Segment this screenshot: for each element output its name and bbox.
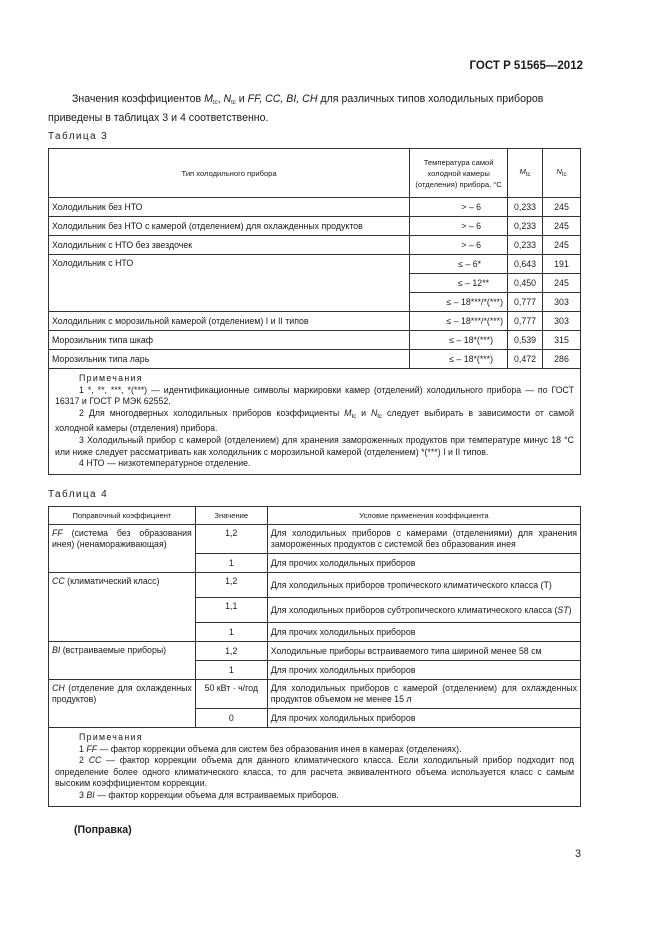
table3-cell-n: 245 bbox=[543, 274, 581, 293]
table-row bbox=[49, 525, 581, 554]
table3-cell-n: 245 bbox=[543, 236, 581, 255]
table4-header-coef: Поправочный коэффициент bbox=[49, 507, 196, 525]
table3-header-n: $N_{tc}$ bbox=[543, 149, 581, 198]
table3-cell-type: Холодильник без НТО bbox=[49, 198, 410, 217]
table3-cell-m: 0,539 bbox=[508, 331, 543, 350]
table3-cell-type: Холодильник без НТО с камерой (отделением) для охлажденных продуктов bbox=[49, 217, 410, 236]
table3-cell-type: Холодильник с морозильной камерой (отделением) I и II типов bbox=[49, 312, 410, 331]
table4-cell-value: 1,2 bbox=[195, 573, 267, 598]
table-row bbox=[49, 642, 581, 661]
table4-cell-coef: BI (встраиваемые приборы) bbox=[49, 642, 196, 680]
table-row bbox=[49, 680, 581, 709]
table3-cell-n: 303 bbox=[543, 293, 581, 312]
table3-cell-temp: > – 6 bbox=[410, 236, 508, 255]
table3-notes bbox=[49, 369, 581, 475]
table3-header-m: $M_{tc}$ bbox=[508, 149, 543, 198]
table4-cell-cond: Холодильные приборы встраиваемого типа шириной менее 58 см bbox=[267, 642, 580, 661]
table4-cell-coef: CC (климатический класс) bbox=[49, 573, 196, 642]
table3-note-4: 4 НТО — низкотемпературное отделение. bbox=[79, 458, 251, 469]
table4-cell-cond: Для прочих холодильных приборов bbox=[267, 623, 580, 642]
table3-cell-type: Холодильник с НТО bbox=[49, 255, 410, 312]
table3-cell-type: Морозильник типа шкаф bbox=[49, 331, 410, 350]
table3-cell-n: 191 bbox=[543, 255, 581, 274]
table3-cell-temp: ≤ – 18*(***) bbox=[410, 350, 508, 369]
standard-header: ГОСТ Р 51565—2012 bbox=[469, 60, 583, 72]
table3-cell-n: 245 bbox=[543, 217, 581, 236]
table4-header-cond: Условие применения коэффициента bbox=[267, 507, 580, 525]
table4-cell-value: 50 кВт · ч/год bbox=[195, 680, 267, 709]
table-row bbox=[49, 198, 581, 217]
table4-cell-coef: CH (отделение для охлажденных продуктов) bbox=[49, 680, 196, 728]
table-row bbox=[49, 255, 581, 274]
table4-cell-cond: Для холодильных приборов с камерами (отделениями) для хранения замороженных продуктов с системой без образования инея bbox=[267, 525, 580, 554]
table-row bbox=[49, 573, 581, 598]
table3-cell-m: 0,233 bbox=[508, 198, 543, 217]
table3-cell-temp: ≤ – 18*(***) bbox=[410, 331, 508, 350]
table4-cell-cond: Для прочих холодильных приборов bbox=[267, 661, 580, 680]
table4 bbox=[48, 506, 581, 807]
table4-cell-value: 1,1 bbox=[195, 598, 267, 623]
table3-cell-n: 315 bbox=[543, 331, 581, 350]
table4-notes-title: Примечания bbox=[79, 732, 143, 742]
table3-note-3: 3 Холодильный прибор с камерой (отделением) для хранения замороженных продуктов при температуре минус 18 °С или ниже следует рассматривать как холодильник с морозильной камерой (отделением) *(***) I и II типов. bbox=[55, 434, 574, 457]
intro-paragraph: Значения коэффициентов $M_{tc}$, $N_{tc}$ и FF, CC, BI, CH для различных типов холодильных приборов приведены в таблицах 3 и 4 соответственно. bbox=[48, 93, 544, 124]
table-row bbox=[49, 217, 581, 236]
table3-note-2: 2 Для многодверных холодильных приборов коэффициенты $M_{tc}$ и $N_{tc}$ следует выбирать в зависимости от самой холодной камеры (отделения) прибора. bbox=[55, 407, 574, 434]
table3-cell-m: 0,233 bbox=[508, 217, 543, 236]
table-row bbox=[49, 350, 581, 369]
table3-cell-n: 286 bbox=[543, 350, 581, 369]
table3-cell-temp: ≤ – 12** bbox=[410, 274, 508, 293]
table-row bbox=[49, 236, 581, 255]
table3-notes-title: Примечания bbox=[79, 373, 143, 383]
table4-header-row bbox=[49, 507, 581, 525]
table-row bbox=[49, 312, 581, 331]
table4-cell-value: 1 bbox=[195, 623, 267, 642]
page-number: 3 bbox=[575, 848, 581, 860]
table3-cell-m: 0,450 bbox=[508, 274, 543, 293]
table4-cell-coef: FF (система без образования инея) (ненамораживающая) bbox=[49, 525, 196, 573]
table3-cell-temp: ≤ – 6* bbox=[410, 255, 508, 274]
table3-caption: Таблица 3 bbox=[48, 131, 109, 142]
table3-note-1: 1 *, **, ***, *(***) — идентификационные символы маркировки камер (отделений) холодильного прибора — по ГОСТ 16317 и ГОСТ Р МЭК 62552. bbox=[55, 384, 574, 407]
table4-cell-value: 1,2 bbox=[195, 642, 267, 661]
table4-note-3: 3 BI — фактор коррекции объема для встраиваемых приборов. bbox=[79, 789, 339, 800]
table4-cell-value: 1 bbox=[195, 554, 267, 573]
table3-header-type: Тип холодильного прибора bbox=[49, 149, 410, 198]
table3-cell-type: Холодильник с НТО без звездочек bbox=[49, 236, 410, 255]
table3-cell-temp: > – 6 bbox=[410, 198, 508, 217]
table3-notes-row bbox=[49, 369, 581, 475]
table3-cell-temp: ≤ – 18***/*(***) bbox=[410, 312, 508, 331]
table4-cell-cond: Для холодильных приборов тропического климатического класса (T) bbox=[267, 573, 580, 598]
correction-label: (Поправка) bbox=[74, 824, 132, 836]
table4-cell-value: 0 bbox=[195, 709, 267, 728]
table4-notes bbox=[49, 728, 581, 807]
table4-cell-cond: Для холодильных приборов субтропического климатического класса (ST) bbox=[267, 598, 580, 623]
table4-cell-cond: Для прочих холодильных приборов bbox=[267, 709, 580, 728]
table4-notes-row bbox=[49, 728, 581, 807]
table3-header-temp: Температура самой холодной камеры (отделения) прибора, °С bbox=[410, 149, 508, 198]
table3-cell-n: 303 bbox=[543, 312, 581, 331]
table4-header-value: Значение bbox=[195, 507, 267, 525]
table-row bbox=[49, 331, 581, 350]
table3-cell-n: 245 bbox=[543, 198, 581, 217]
table3-cell-temp: ≤ – 18***/*(***) bbox=[410, 293, 508, 312]
table4-cell-value: 1 bbox=[195, 661, 267, 680]
table3-cell-m: 0,643 bbox=[508, 255, 543, 274]
table4-caption: Таблица 4 bbox=[48, 489, 109, 500]
table3-cell-m: 0,777 bbox=[508, 293, 543, 312]
table4-cell-cond: Для прочих холодильных приборов bbox=[267, 554, 580, 573]
table4-note-2: 2 CC — фактор коррекции объема для данного климатического класса. Если холодильный прибор подходит под определение более одного климатического класса, то для расчета эквивалентного объема используется класс с самым высоким коэффициентом коррекции. bbox=[55, 755, 574, 789]
table4-note-1: 1 FF — фактор коррекции объема для систем без образования инея в камерах (отделениях). bbox=[79, 743, 462, 754]
table3-cell-type: Морозильник типа ларь bbox=[49, 350, 410, 369]
table3-header-row bbox=[49, 149, 581, 198]
table3-cell-m: 0,233 bbox=[508, 236, 543, 255]
table4-cell-cond: Для холодильных приборов с камерой (отделением) для охлажденных продуктов объемом не менее 15 л bbox=[267, 680, 580, 709]
table3 bbox=[48, 148, 581, 475]
table4-cell-value: 1,2 bbox=[195, 525, 267, 554]
table3-cell-m: 0,472 bbox=[508, 350, 543, 369]
table3-cell-temp: > – 6 bbox=[410, 217, 508, 236]
table3-cell-m: 0,777 bbox=[508, 312, 543, 331]
